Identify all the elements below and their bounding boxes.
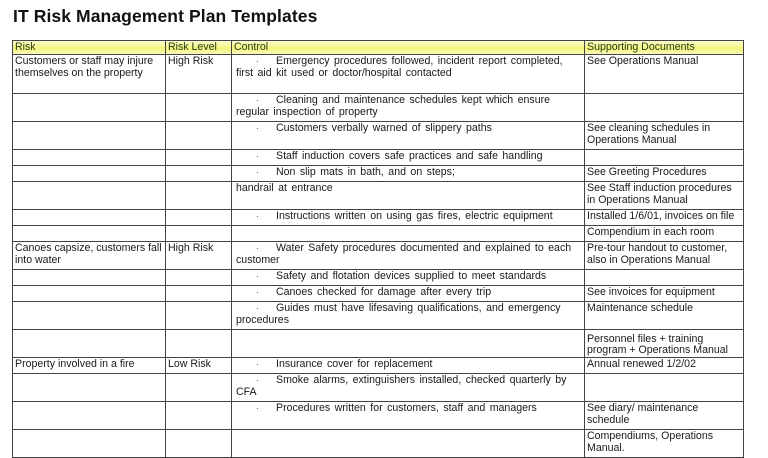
bullet-icon: · bbox=[256, 360, 259, 369]
risk-level-cell bbox=[166, 286, 232, 302]
control-text: Water Safety procedures documented and explained to each customer bbox=[236, 242, 572, 266]
bullet-icon: · bbox=[256, 404, 259, 413]
control-text: Canoes checked for damage after every trip bbox=[276, 286, 492, 298]
control-text: Cleaning and maintenance schedules kept which ensure regular inspection of property bbox=[236, 94, 551, 118]
risk-cell: Property involved in a fire bbox=[13, 358, 166, 374]
control-text: Smoke alarms, extinguishers installed, checked quarterly by CFA bbox=[236, 374, 567, 398]
control-text: Guides must have lifesaving qualifications, and emergency procedures bbox=[236, 302, 561, 326]
bullet-icon: · bbox=[256, 288, 259, 297]
control-cell bbox=[232, 358, 585, 374]
risk-level-cell bbox=[166, 302, 232, 330]
risk-cell bbox=[13, 150, 166, 166]
control-text: Non slip mats in bath, and on steps; bbox=[276, 166, 455, 178]
risk-level-cell bbox=[166, 182, 232, 210]
docs-cell: See Staff induction procedures in Operations Manual bbox=[585, 182, 744, 210]
docs-cell: See Greeting Procedures bbox=[585, 166, 744, 182]
docs-cell: See diary/ maintenance schedule bbox=[585, 402, 744, 430]
table-row bbox=[13, 122, 744, 150]
control-cell bbox=[232, 270, 585, 286]
bullet-icon: · bbox=[256, 244, 259, 253]
docs-cell bbox=[585, 374, 744, 402]
control-cell bbox=[232, 330, 585, 358]
control-text: handrail at entrance bbox=[236, 182, 333, 194]
risk-level-cell: Low Risk bbox=[166, 358, 232, 374]
docs-cell bbox=[585, 94, 744, 122]
docs-cell: Compendium in each room bbox=[585, 226, 744, 242]
risk-level-cell bbox=[166, 374, 232, 402]
docs-cell bbox=[585, 150, 744, 166]
control-cell bbox=[232, 286, 585, 302]
bullet-icon: · bbox=[256, 152, 259, 161]
table-row bbox=[13, 330, 744, 358]
docs-cell: Annual renewed 1/2/02 bbox=[585, 358, 744, 374]
control-cell bbox=[232, 226, 585, 242]
control-cell bbox=[232, 242, 585, 270]
control-cell bbox=[232, 374, 585, 402]
table-row bbox=[13, 270, 744, 286]
bullet-icon: · bbox=[256, 96, 259, 105]
risk-cell bbox=[13, 270, 166, 286]
control-cell bbox=[232, 150, 585, 166]
control-text: Customers verbally warned of slippery paths bbox=[276, 122, 492, 134]
docs-cell: Personnel files + training program + Operations Manual bbox=[585, 330, 744, 358]
bullet-icon: · bbox=[256, 272, 259, 281]
page-title: IT Risk Management Plan Templates bbox=[13, 6, 318, 26]
bullet-icon: · bbox=[256, 124, 259, 133]
docs-cell bbox=[585, 270, 744, 286]
table-row bbox=[13, 402, 744, 430]
control-cell bbox=[232, 302, 585, 330]
header-control: Control bbox=[232, 41, 585, 55]
docs-cell: Pre-tour handout to customer, also in Operations Manual bbox=[585, 242, 744, 270]
risk-cell bbox=[13, 166, 166, 182]
risk-cell bbox=[13, 402, 166, 430]
risk-cell: Canoes capsize, customers fall into water bbox=[13, 242, 166, 270]
control-cell bbox=[232, 55, 585, 94]
docs-cell: See invoices for equipment bbox=[585, 286, 744, 302]
risk-level-cell bbox=[166, 210, 232, 226]
risk-cell: Customers or staff may injure themselves on the property bbox=[13, 55, 166, 94]
docs-cell: Maintenance schedule bbox=[585, 302, 744, 330]
header-row bbox=[13, 41, 744, 55]
control-cell bbox=[232, 402, 585, 430]
risk-level-cell bbox=[166, 402, 232, 430]
risk-level-cell bbox=[166, 166, 232, 182]
bullet-icon: · bbox=[256, 57, 259, 66]
header-risk: Risk bbox=[13, 41, 166, 55]
control-cell bbox=[232, 94, 585, 122]
table-row bbox=[13, 166, 744, 182]
risk-cell bbox=[13, 182, 166, 210]
table-row bbox=[13, 286, 744, 302]
control-text: Safety and flotation devices supplied to meet standards bbox=[276, 270, 547, 282]
control-cell bbox=[232, 210, 585, 226]
table-row bbox=[13, 55, 744, 94]
risk-level-cell: High Risk bbox=[166, 242, 232, 270]
docs-cell: See Operations Manual bbox=[585, 55, 744, 94]
risk-cell bbox=[13, 302, 166, 330]
control-text: Procedures written for customers, staff and managers bbox=[276, 402, 537, 414]
control-cell bbox=[232, 182, 585, 210]
risk-level-cell bbox=[166, 94, 232, 122]
bullet-icon: · bbox=[256, 376, 259, 385]
table-row bbox=[13, 226, 744, 242]
table-row bbox=[13, 358, 744, 374]
bullet-icon: · bbox=[256, 304, 259, 313]
table-row bbox=[13, 94, 744, 122]
control-cell bbox=[232, 122, 585, 150]
table-row bbox=[13, 242, 744, 270]
docs-cell: See cleaning schedules in Operations Manual bbox=[585, 122, 744, 150]
risk-cell bbox=[13, 226, 166, 242]
control-text: Instructions written on using gas fires, electric equipment bbox=[276, 210, 553, 222]
table-row bbox=[13, 150, 744, 166]
control-text: Staff induction covers safe practices and safe handling bbox=[276, 150, 543, 162]
risk-cell bbox=[13, 210, 166, 226]
table-row bbox=[13, 374, 744, 402]
header-risk-level: Risk Level bbox=[166, 41, 232, 55]
risk-level-cell bbox=[166, 150, 232, 166]
risk-cell bbox=[13, 122, 166, 150]
docs-cell: Compendiums, Operations Manual. bbox=[585, 430, 744, 458]
table-row bbox=[13, 302, 744, 330]
docs-cell: Installed 1/6/01, invoices on file bbox=[585, 210, 744, 226]
risk-cell bbox=[13, 286, 166, 302]
table-row bbox=[13, 182, 744, 210]
control-text: Emergency procedures followed, incident report completed, first aid kit used or doctor/hospital contacted bbox=[236, 55, 563, 79]
risk-level-cell: High Risk bbox=[166, 55, 232, 94]
header-supporting-documents: Supporting Documents bbox=[585, 41, 744, 55]
control-cell bbox=[232, 166, 585, 182]
risk-level-cell bbox=[166, 226, 232, 242]
risk-level-cell bbox=[166, 122, 232, 150]
risk-management-table bbox=[12, 40, 744, 458]
control-text: Insurance cover for replacement bbox=[276, 358, 433, 370]
risk-cell bbox=[13, 94, 166, 122]
risk-cell bbox=[13, 374, 166, 402]
bullet-icon: · bbox=[256, 212, 259, 221]
bullet-icon: · bbox=[256, 168, 259, 177]
risk-cell bbox=[13, 330, 166, 358]
risk-level-cell bbox=[166, 330, 232, 358]
table-row bbox=[13, 210, 744, 226]
risk-level-cell bbox=[166, 270, 232, 286]
